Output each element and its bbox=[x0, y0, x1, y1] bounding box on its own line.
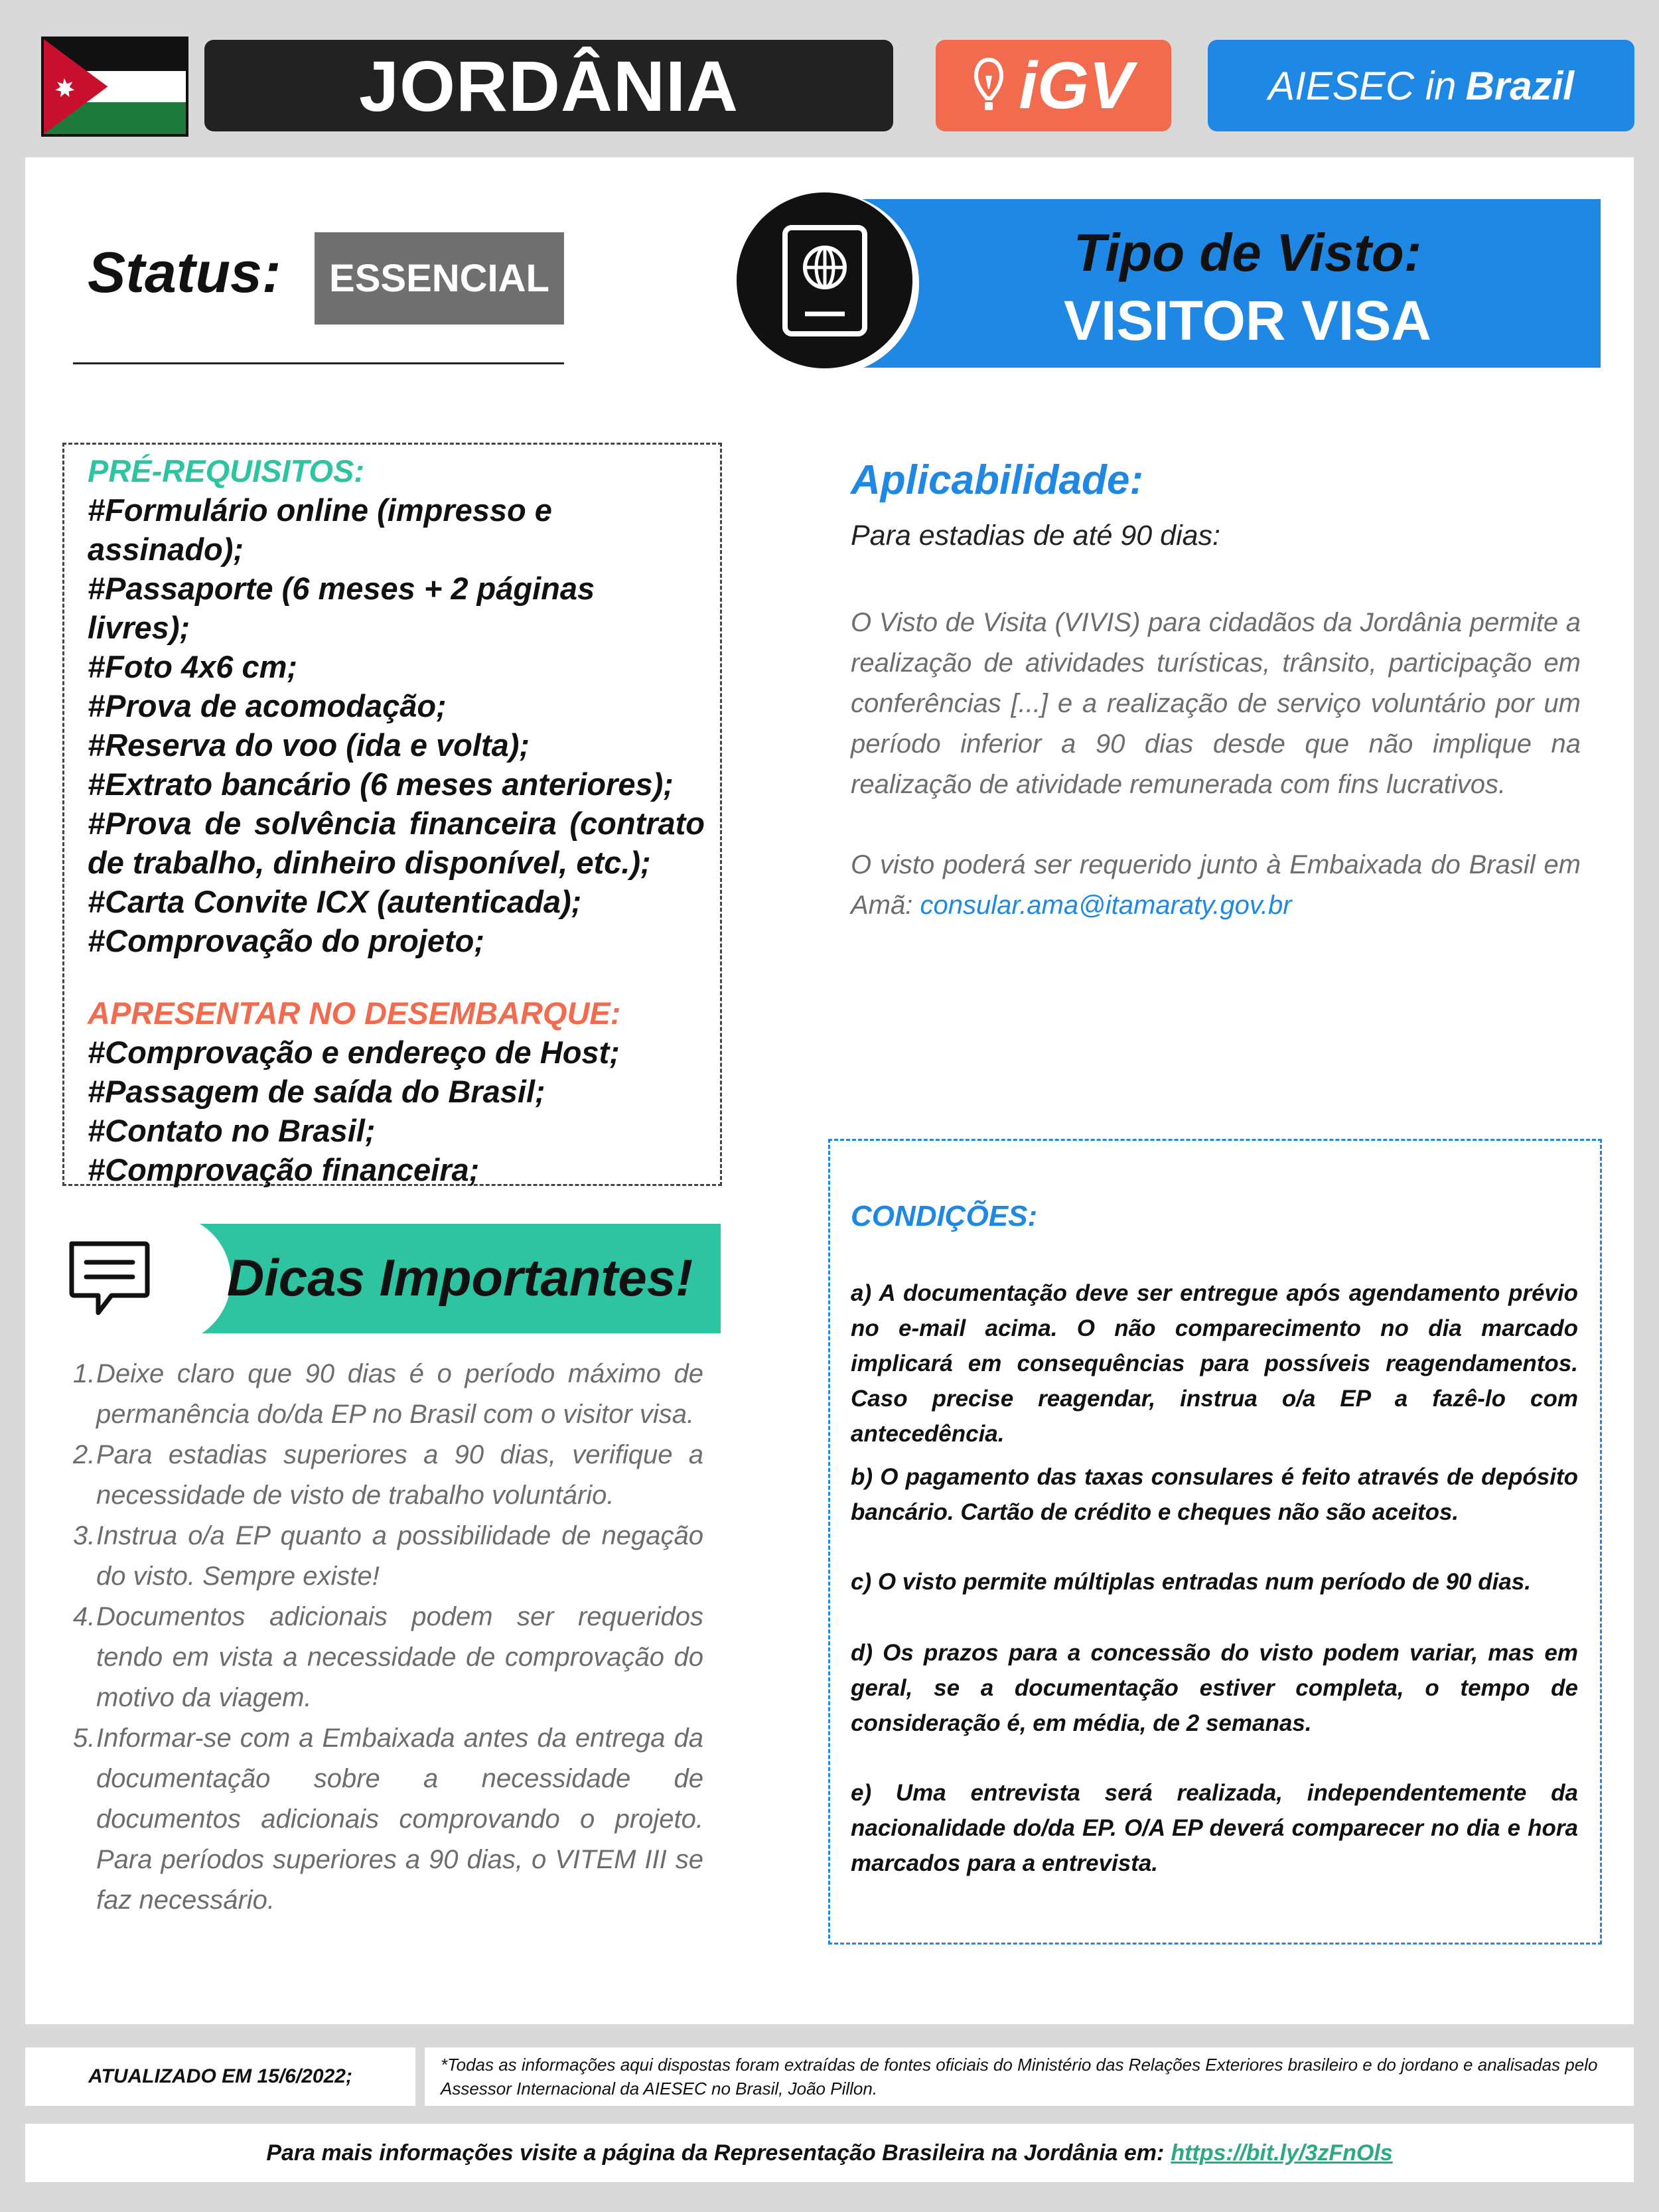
arrival-item: #Comprovação e endereço de Host; bbox=[88, 1035, 620, 1070]
tips-list bbox=[73, 1354, 703, 1921]
tip-item bbox=[73, 1435, 703, 1516]
prerequisite-item: #Comprovação do projeto; bbox=[88, 923, 485, 958]
more-info-bar bbox=[25, 2124, 1634, 2182]
prerequisite-item: #Formulário online (impresso e assinado); bbox=[88, 492, 552, 567]
tip-number: 4. bbox=[73, 1602, 96, 1631]
condition-item: b) O pagamento das taxas consulares é feito através de depósito bancário. Cartão de crédito e cheques não são aceitos. bbox=[851, 1464, 1578, 1525]
tip-text: Informar-se com a Embaixada antes da entrega da documentação sobre a necessidade de documentos adicionais comprovando o projeto. Para períodos superiores a 90 dias, o VITEM III se faz necessário. bbox=[96, 1724, 703, 1915]
aiesec-prefix: AIESEC in bbox=[1268, 63, 1457, 108]
prerequisite-item: #Passaporte (6 meses + 2 páginas livres); bbox=[88, 571, 595, 645]
aiesec-brazil-badge bbox=[1208, 40, 1634, 131]
igv-badge bbox=[936, 40, 1171, 131]
prerequisite-item: #Reserva do voo (ida e volta); bbox=[88, 727, 530, 763]
country-title: JORDÂNIA bbox=[204, 40, 893, 131]
condition-item: c) O visto permite múltiplas entradas num período de 90 dias. bbox=[851, 1569, 1531, 1595]
tip-number: 2. bbox=[73, 1440, 96, 1469]
arrival-item: #Comprovação financeira; bbox=[88, 1152, 480, 1187]
applicability-paragraph: O Visto de Visita (VIVIS) para cidadãos da Jordânia permite a realização de atividades turísticas, trânsito, participação em conferências [...] e a realização de serviço voluntário por um período inferior a 90 dias desde que não implique na realização de atividade remunerada com fins lucrativos. bbox=[851, 608, 1581, 799]
aiesec-country: Brazil bbox=[1465, 63, 1574, 108]
prerequisite-item: #Extrato bancário (6 meses anteriores); bbox=[88, 767, 674, 802]
status-divider bbox=[73, 362, 564, 364]
igv-label: iGV bbox=[1019, 48, 1133, 123]
more-info-link[interactable]: https://bit.ly/3zFnOls bbox=[1171, 2140, 1393, 2166]
tip-item bbox=[73, 1718, 703, 1921]
prerequisite-item: #Prova de solvência financeira (contrato de trabalho, dinheiro disponível, etc.); bbox=[88, 806, 705, 880]
tip-item bbox=[73, 1597, 703, 1718]
tip-item bbox=[73, 1516, 703, 1597]
visa-type-label: Tipo de Visto: bbox=[1073, 223, 1422, 282]
tip-number: 3. bbox=[73, 1521, 96, 1550]
balloon-icon bbox=[974, 57, 1004, 114]
tip-number: 5. bbox=[73, 1724, 96, 1753]
arrival-item: #Passagem de saída do Brasil; bbox=[88, 1074, 545, 1109]
tip-text: Deixe claro que 90 dias é o período máximo de permanência do/da EP no Brasil com o visitor visa. bbox=[96, 1359, 703, 1429]
prerequisite-item: #Carta Convite ICX (autenticada); bbox=[88, 884, 582, 919]
tip-number: 1. bbox=[73, 1359, 96, 1388]
embassy-paragraph bbox=[851, 845, 1581, 926]
conditions-title: CONDIÇÕES: bbox=[851, 1200, 1038, 1232]
prerequisites-content bbox=[88, 451, 705, 1189]
condition-item: d) Os prazos para a concessão do visto podem variar, mas em geral, se a documentação estiver completa, o tempo de consideração é, em média, de 2 semanas. bbox=[851, 1640, 1578, 1736]
jordan-flag-icon bbox=[41, 37, 188, 137]
embassy-text: O visto poderá ser requerido junto à Embaixada do Brasil em Amã: bbox=[851, 850, 1581, 920]
embassy-email-link[interactable]: consular.ama@itamaraty.gov.br bbox=[920, 891, 1292, 920]
passport-icon bbox=[737, 192, 912, 368]
tip-item bbox=[73, 1354, 703, 1435]
disclaimer-text: *Todas as informações aqui dispostas foram extraídas de fontes oficiais do Ministério das Relações Exteriores brasileiro e do jordano e analisadas pelo Assessor Internacional da AIESEC no Brasil, João Pillon. bbox=[425, 2047, 1634, 2106]
applicability-title: Aplicabilidade: bbox=[851, 457, 1143, 503]
more-info-text: Para mais informações visite a página da Representação Brasileira na Jordânia em: bbox=[266, 2140, 1165, 2166]
chat-bubble-icon bbox=[65, 1236, 151, 1322]
condition-item: e) Uma entrevista será realizada, independentemente da nacionalidade do/da EP. O/A EP deverá comparecer no dia e hora marcados para a entrevista. bbox=[851, 1780, 1578, 1876]
applicability-subtitle: Para estadias de até 90 dias: bbox=[851, 520, 1220, 552]
arrival-item: #Contato no Brasil; bbox=[88, 1113, 376, 1148]
status-label: Status: bbox=[88, 241, 281, 305]
tip-text: Documentos adicionais podem ser requeridos tendo em vista a necessidade de comprovação do motivo da viagem. bbox=[96, 1602, 703, 1712]
prerequisite-item: #Foto 4x6 cm; bbox=[88, 649, 298, 684]
tip-text: Para estadias superiores a 90 dias, verifique a necessidade de visto de trabalho voluntário. bbox=[96, 1440, 703, 1510]
status-badge: ESSENCIAL bbox=[315, 232, 564, 325]
updated-date: ATUALIZADO EM 15/6/2022; bbox=[25, 2047, 415, 2106]
tips-title: Dicas Importantes! bbox=[226, 1248, 693, 1307]
condition-item: a) A documentação deve ser entregue após agendamento prévio no e-mail acima. O não comparecimento no dia marcado implicará em consequências para possíveis reagendamentos. Caso precise reagendar, instrua o/a EP a fazê-lo com antecedência. bbox=[851, 1280, 1578, 1447]
arrival-heading: APRESENTAR NO DESEMBARQUE: bbox=[88, 995, 621, 1031]
prerequisites-heading: PRÉ-REQUISITOS: bbox=[88, 453, 364, 488]
tip-text: Instrua o/a EP quanto a possibilidade de negação do visto. Sempre existe! bbox=[96, 1521, 703, 1591]
visa-type-value: VISITOR VISA bbox=[1064, 289, 1431, 352]
prerequisite-item: #Prova de acomodação; bbox=[88, 688, 447, 723]
